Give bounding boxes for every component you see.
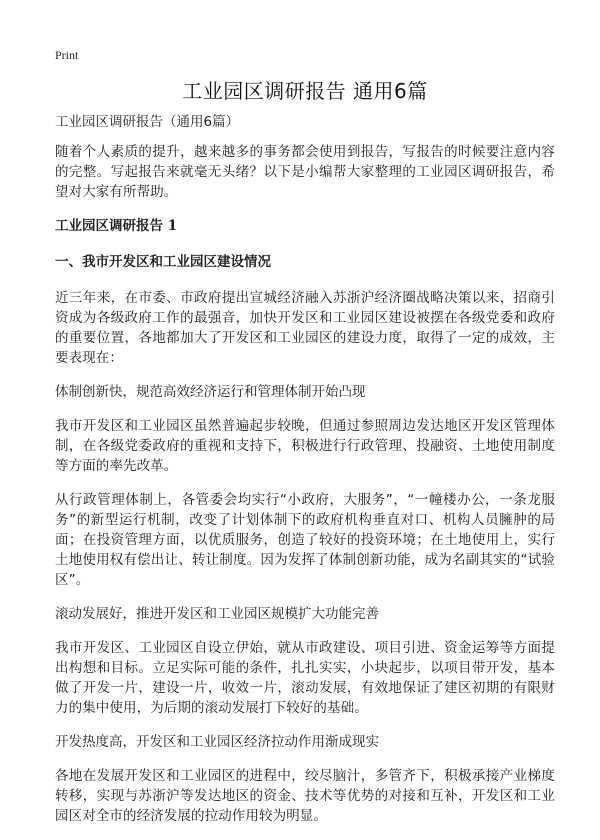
document-subtitle: 工业园区调研报告（通用6篇） [55,114,240,130]
paragraph-economic-driving: 各地在发展开发区和工业园区的进程中，绞尽脑汁，多管齐下，积极承接产业梯度转移，实现与苏浙沪等发达地区的资金、技术等优势的对接和互补，开发区和工业园区对全市的经济发展的拉动作用较为明显。 [55,768,555,824]
page-title: 工业园区调研报告 通用6篇 [182,79,428,103]
subheading-institutional-innovation: 体制创新快，规范高效经济运行和管理体制开始凸现 [55,384,366,400]
section-1-heading: 一、我市开发区和工业园区建设情况 [55,254,271,270]
paragraph-reform: 我市开发区和工业园区虽然普遍起步较晚，但通过参照周边发达地区开发区管理体制，在各级党委政府的重视和支持下，积极进行行政管理、投融资、土地使用制度等方面的率先改革。 [55,418,555,474]
paragraph-development: 我市开发区、工业园区自设立伊始，就从市政建设、项目引进、资金运筹等方面提出构想和目标。立足实际可能的条件，扎扎实实，小块起步，以项目带开发，基本做了开发一片，建设一片，收效一片，滚动发展，有效地保证了建区初期的有限财力的集中使用，为后期的滚动发展打下较好的基础。 [55,640,555,716]
document-page [55,44,555,840]
print-label[interactable]: Print [55,48,79,62]
intro-paragraph: 随着个人素质的提升，越来越多的事务都会使用到报告，写报告的时候要注意内容的完整。写起报告来就毫无头绪？以下是小编帮大家整理的工业园区调研报告，希望对大家有所帮助。 [55,144,555,200]
subheading-rolling-development: 滚动发展好，推进开发区和工业园区规模扩大功能完善 [55,606,379,622]
paragraph-overview: 近三年来，在市委、市政府提出宣城经济融入苏浙沪经济圈战略决策以来，招商引资成为各级政府工作的最强音，加快开发区和工业园区建设被摆在各级党委和政府的重要位置，各地都加大了开发区和工业园区的建设力度，取得了一定的成效，主要表现在： [55,290,555,366]
paragraph-admin-system: 从行政管理体制上，各管委会均实行“小政府，大服务”，“一幢楼办公，一条龙服务”的新型运行机制，改变了计划体制下的政府机构垂直对口、机构人员臃肿的局面；在投资管理方面，以优质服务，创造了较好的投资环境；在土地使用上，实行土地使用权有偿出让、转让制度。因为发挥了体制创新功能，成为名副其实的“试验区”。 [55,492,555,588]
report-1-heading: 工业园区调研报告 1 [55,218,178,234]
subheading-economic-driving: 开发热度高，开发区和工业园区经济拉动作用渐成现实 [55,734,379,750]
